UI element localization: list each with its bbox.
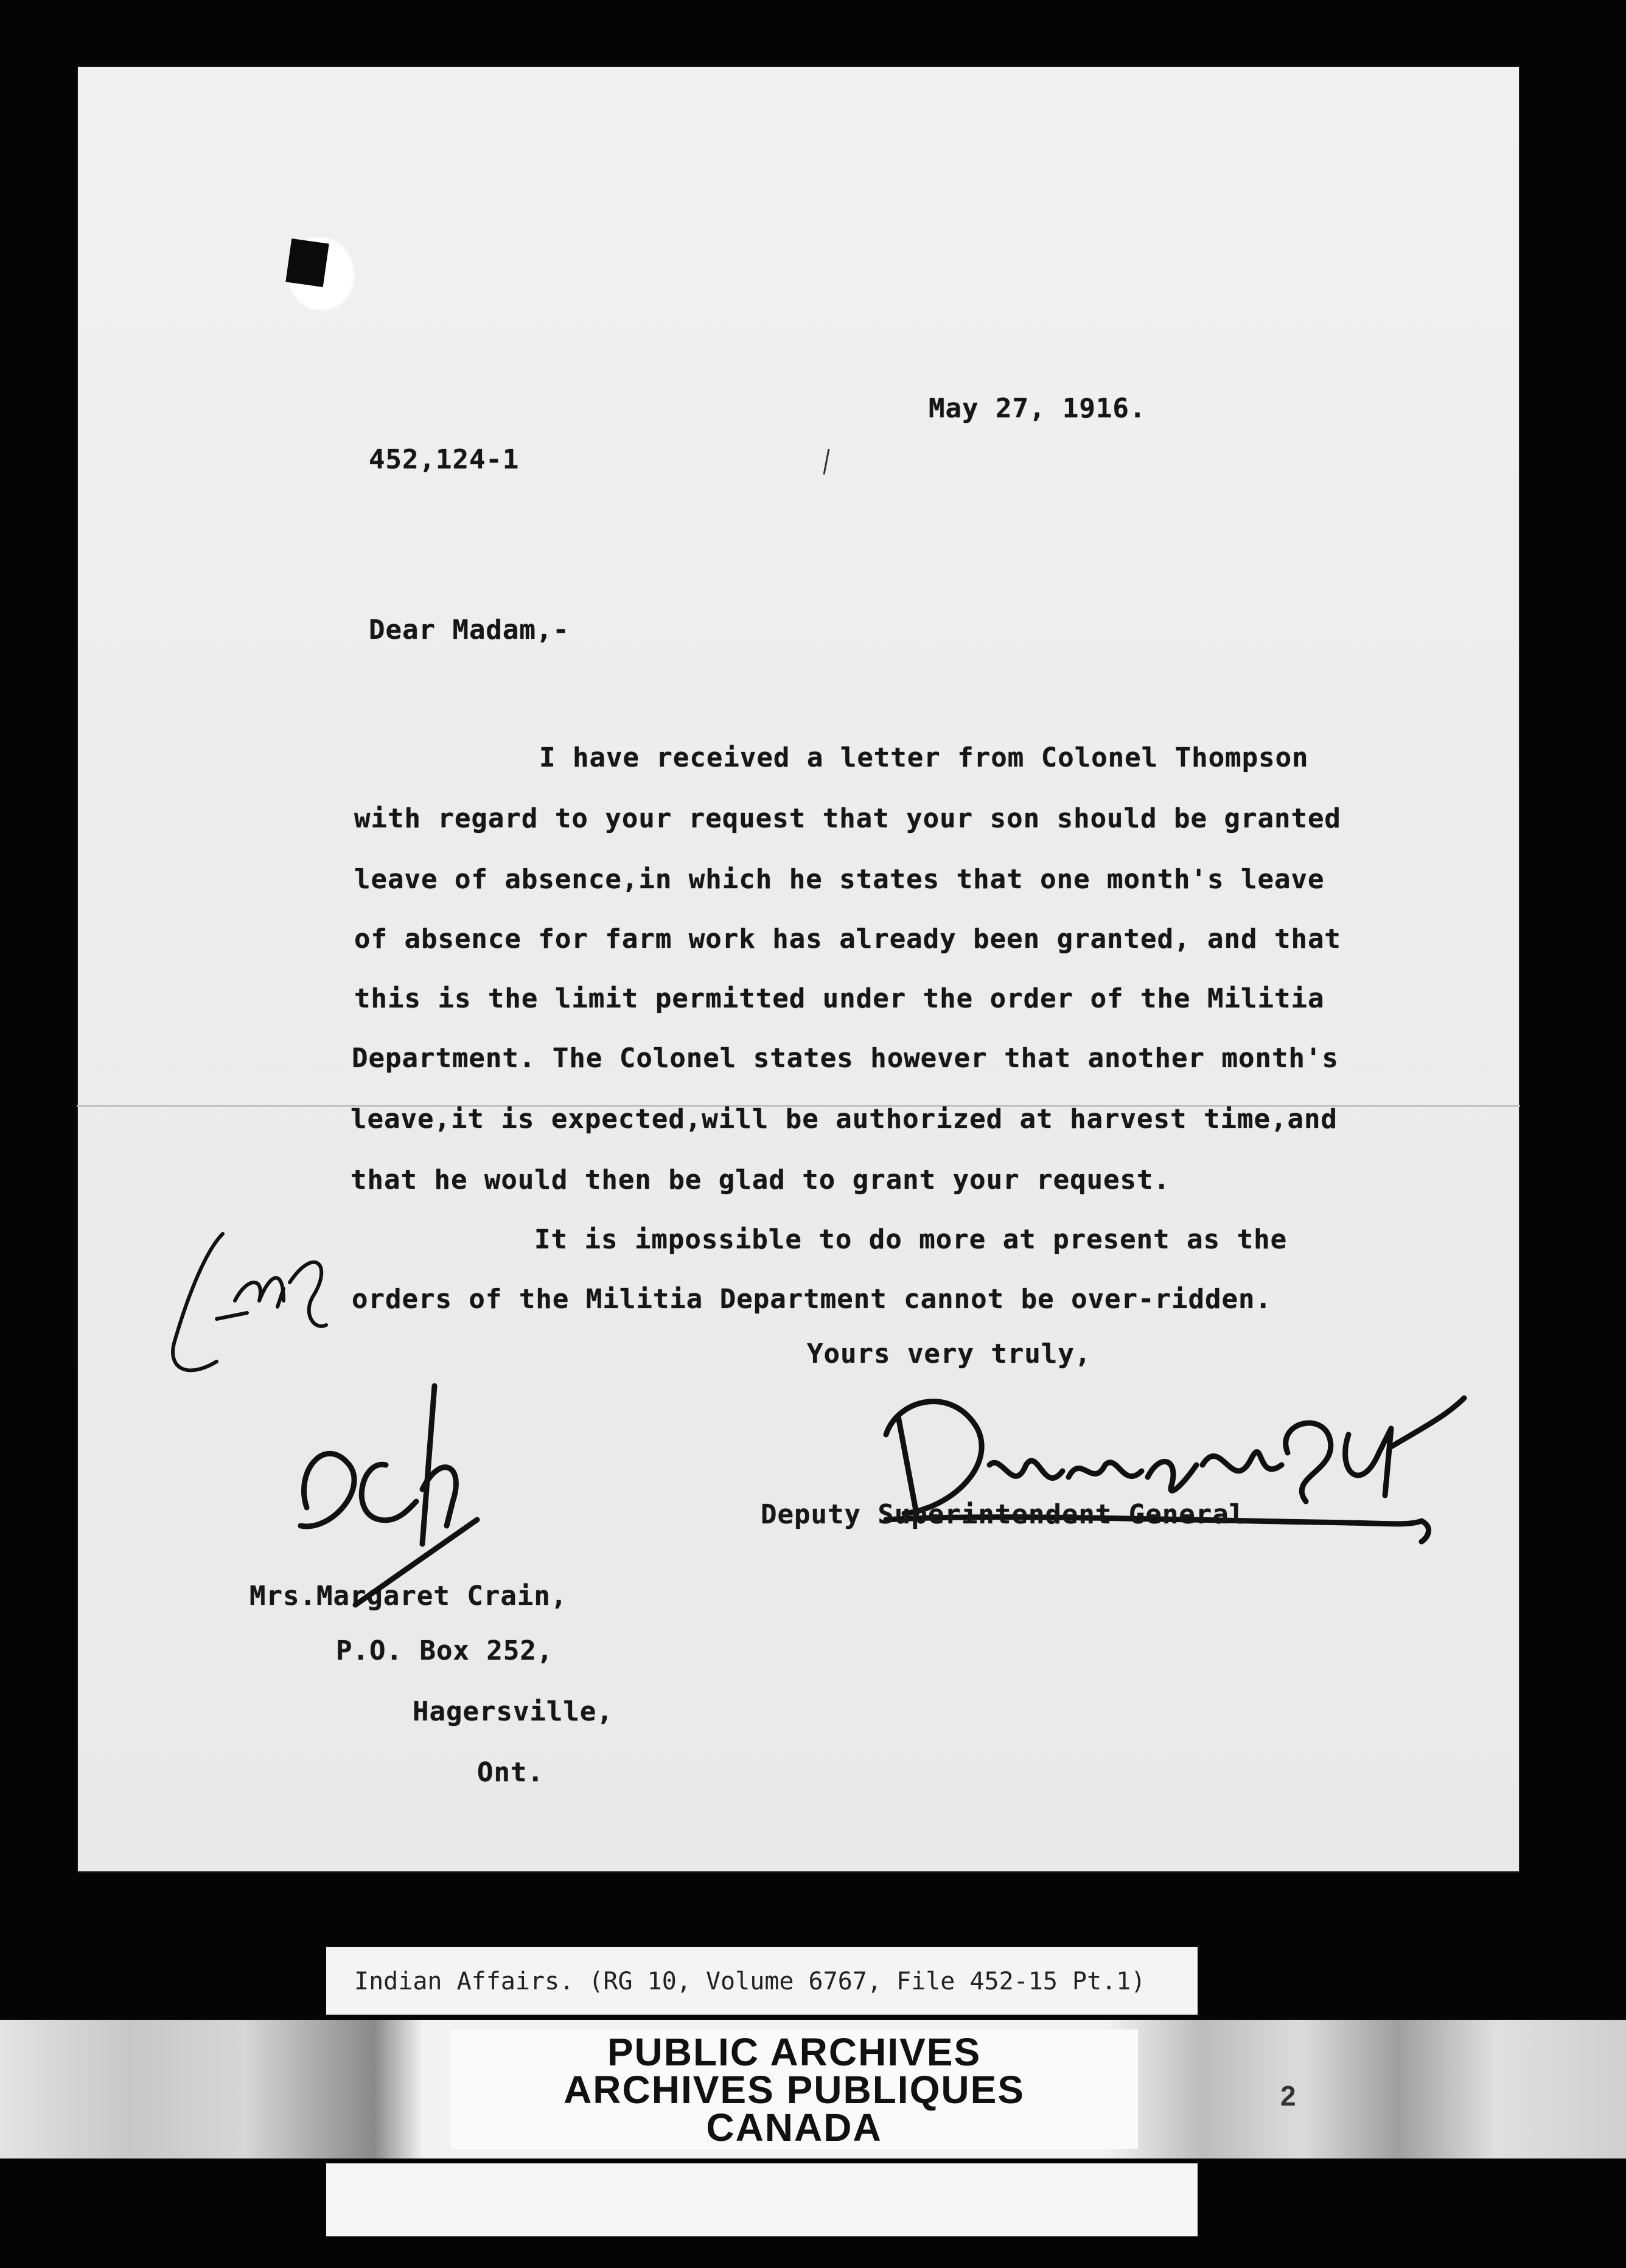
letter-date: May 27, 1916. bbox=[929, 393, 1146, 424]
stamp-line: CANADA bbox=[706, 2106, 882, 2149]
address-line: P.O. Box 252, bbox=[336, 1635, 554, 1666]
punch-mark bbox=[285, 238, 329, 287]
body-line: It is impossible to do more at present as the bbox=[534, 1224, 1288, 1255]
body-line: that he would then be glad to grant your request. bbox=[351, 1164, 1171, 1195]
body-line: I have received a letter from Colonel Thompson bbox=[539, 742, 1309, 773]
salutation: Dear Madam,- bbox=[369, 614, 570, 645]
body-line: of absence for farm work has already been granted, and that bbox=[354, 924, 1341, 955]
address-line: Mrs.Margaret Crain, bbox=[249, 1581, 568, 1612]
signatory-title: Deputy Superintendent General bbox=[761, 1499, 1246, 1530]
body-line: Department. The Colonel states however that another month's bbox=[352, 1043, 1339, 1074]
archive-reference-label bbox=[326, 1947, 1198, 2015]
body-line: orders of the Militia Department cannot be over-ridden. bbox=[352, 1284, 1272, 1315]
signature bbox=[862, 1362, 1470, 1581]
body-line: leave of absence,in which he states that one month's leave bbox=[354, 864, 1325, 895]
file-number: 452,124-1 bbox=[369, 444, 520, 475]
letter-page bbox=[77, 66, 1520, 1873]
archive-reference-text: Indian Affairs. (RG 10, Volume 6767, File 452-15 Pt.1) bbox=[354, 1967, 1146, 1995]
address-line: Ont. bbox=[477, 1757, 544, 1788]
blank-label bbox=[326, 2163, 1198, 2236]
strip-mark: 2 bbox=[1280, 2080, 1296, 2112]
body-line: leave,it is expected,will be authorized at harvest time,and bbox=[351, 1104, 1338, 1135]
margin-notation bbox=[131, 1209, 351, 1465]
stray-pen-mark bbox=[820, 447, 832, 477]
address-line: Hagersville, bbox=[413, 1696, 613, 1727]
body-line: this is the limit permitted under the order of the Militia bbox=[354, 983, 1325, 1014]
body-line: with regard to your request that your son should be granted bbox=[354, 803, 1341, 834]
stamp-line: PUBLIC ARCHIVES bbox=[607, 2030, 982, 2074]
stamp-line: ARCHIVES PUBLIQUES bbox=[564, 2068, 1025, 2112]
public-archives-stamp bbox=[450, 2030, 1138, 2149]
closing: Yours very truly, bbox=[807, 1338, 1092, 1369]
